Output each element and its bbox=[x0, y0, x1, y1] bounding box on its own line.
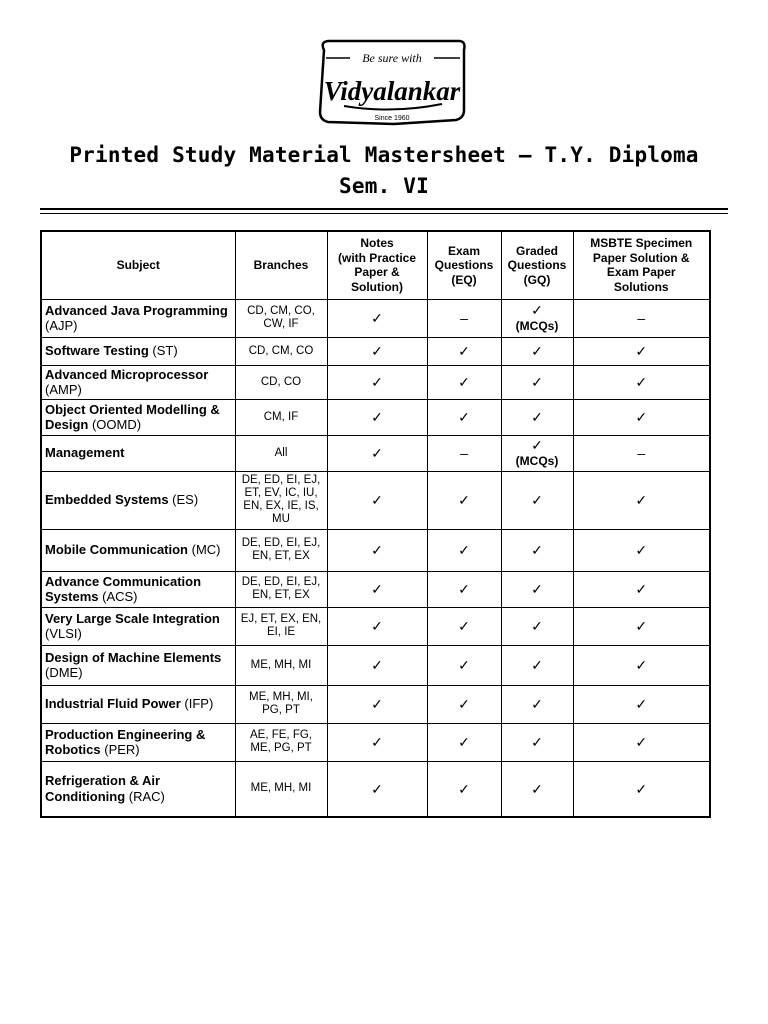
subject-code: (MC) bbox=[191, 542, 221, 558]
table-row bbox=[41, 365, 710, 399]
msbte-cell bbox=[573, 761, 710, 817]
msbte-mark: ✓ bbox=[635, 542, 648, 558]
msbte-cell bbox=[573, 435, 710, 471]
graded-mark: ✓ bbox=[531, 343, 543, 359]
subject-code: (PER) bbox=[104, 742, 140, 757]
exam-mark: – bbox=[460, 445, 468, 461]
subject-code: (DME) bbox=[45, 665, 83, 680]
branches-cell: CD, CO bbox=[235, 365, 327, 399]
subject-code: (AMP) bbox=[45, 382, 82, 397]
notes-mark: ✓ bbox=[371, 445, 383, 461]
msbte-mark: – bbox=[637, 310, 646, 326]
table-row bbox=[41, 399, 710, 435]
exam-mark: ✓ bbox=[458, 734, 470, 750]
exam-mark: ✓ bbox=[458, 657, 470, 673]
graded-mark: ✓ bbox=[531, 696, 543, 712]
subject-name: Production Engineering & Robotics bbox=[45, 726, 206, 757]
notes-cell bbox=[327, 529, 427, 571]
exam-cell bbox=[427, 723, 501, 761]
subject-name: Advanced Java Programming bbox=[45, 302, 228, 318]
msbte-mark: ✓ bbox=[635, 492, 648, 508]
header-row bbox=[41, 231, 710, 299]
graded-cell bbox=[501, 399, 573, 435]
subject-name: Advance Communication Systems bbox=[45, 573, 202, 604]
graded-mark: ✓ bbox=[531, 780, 543, 797]
exam-cell bbox=[427, 471, 501, 529]
table-row bbox=[41, 571, 710, 607]
notes-cell bbox=[327, 337, 427, 365]
branches-cell: CD, CM, CO, CW, IF bbox=[235, 299, 327, 337]
graded-mark: ✓ bbox=[531, 542, 543, 558]
exam-cell bbox=[427, 607, 501, 645]
subject-name: Object Oriented Modelling & Design bbox=[45, 401, 220, 432]
msbte-mark: ✓ bbox=[635, 657, 648, 673]
subject-cell bbox=[41, 607, 235, 645]
subject-cell bbox=[41, 645, 235, 685]
notes-mark: ✓ bbox=[371, 734, 383, 750]
msbte-cell bbox=[573, 607, 710, 645]
graded-cell bbox=[501, 365, 573, 399]
graded-mark: ✓ bbox=[531, 618, 543, 634]
table-row bbox=[41, 761, 710, 817]
msbte-cell bbox=[573, 645, 710, 685]
header-notes: Notes (with Practice Paper & Solution) bbox=[327, 231, 427, 299]
branches-cell: DE, ED, EI, EJ, EN, ET, EX bbox=[235, 529, 327, 571]
table-row bbox=[41, 471, 710, 529]
msbte-mark: ✓ bbox=[635, 409, 648, 425]
notes-cell bbox=[327, 761, 427, 817]
table-row bbox=[41, 435, 710, 471]
subject-name: Software Testing bbox=[45, 343, 149, 359]
graded-cell bbox=[501, 723, 573, 761]
subject-code: (VLSI) bbox=[45, 626, 82, 641]
branches-cell: CM, IF bbox=[235, 399, 327, 435]
subject-code: (ACS) bbox=[102, 589, 138, 604]
notes-mark: ✓ bbox=[371, 374, 383, 390]
study-material-table bbox=[40, 230, 711, 818]
title-divider-thick bbox=[40, 208, 728, 210]
exam-cell bbox=[427, 337, 501, 365]
msbte-mark: ✓ bbox=[635, 696, 648, 712]
branches-cell: ME, MH, MI, PG, PT bbox=[235, 685, 327, 723]
graded-mark: ✓ bbox=[531, 734, 543, 750]
branches-cell: DE, ED, EI, EJ, EN, ET, EX bbox=[235, 571, 327, 607]
notes-cell bbox=[327, 399, 427, 435]
subject-name: Management bbox=[45, 445, 125, 461]
title-divider-thin bbox=[40, 213, 728, 214]
notes-cell bbox=[327, 723, 427, 761]
exam-mark: ✓ bbox=[458, 780, 470, 797]
msbte-mark: ✓ bbox=[635, 734, 648, 750]
table-row bbox=[41, 337, 710, 365]
graded-cell bbox=[501, 645, 573, 685]
subject-cell bbox=[41, 435, 235, 471]
graded-mark: ✓ bbox=[531, 492, 543, 508]
exam-cell bbox=[427, 685, 501, 723]
subject-name: Embedded Systems bbox=[45, 492, 169, 508]
branches-cell: ME, MH, MI bbox=[235, 761, 327, 817]
exam-mark: ✓ bbox=[458, 696, 470, 712]
title-line-1: Printed Study Material Mastersheet – T.Y. Diploma bbox=[69, 143, 699, 167]
exam-mark: – bbox=[460, 310, 468, 326]
notes-mark: ✓ bbox=[371, 780, 383, 797]
subject-name: Refrigeration & Air Conditioning bbox=[45, 773, 161, 804]
vidyalankar-logo bbox=[314, 38, 468, 130]
subject-name: Design of Machine Elements bbox=[45, 649, 222, 665]
notes-mark: ✓ bbox=[371, 696, 383, 712]
notes-cell bbox=[327, 645, 427, 685]
exam-mark: ✓ bbox=[458, 343, 470, 359]
msbte-mark: – bbox=[637, 445, 646, 461]
graded-mark: ✓ bbox=[531, 302, 543, 318]
msbte-mark: ✓ bbox=[635, 374, 648, 390]
subject-cell bbox=[41, 365, 235, 399]
header-branches: Branches bbox=[235, 231, 327, 299]
subject-name: Advanced Microprocessor bbox=[45, 366, 209, 382]
page-title bbox=[40, 140, 728, 202]
logo-brand: Vidyalankar bbox=[323, 76, 461, 106]
notes-cell bbox=[327, 471, 427, 529]
subject-cell bbox=[41, 685, 235, 723]
notes-cell bbox=[327, 435, 427, 471]
table-row bbox=[41, 685, 710, 723]
graded-mcq-note: (MCQs) bbox=[515, 319, 559, 333]
graded-cell bbox=[501, 337, 573, 365]
exam-mark: ✓ bbox=[458, 409, 470, 425]
branches-cell: CD, CM, CO bbox=[235, 337, 327, 365]
exam-mark: ✓ bbox=[458, 581, 470, 597]
table-row bbox=[41, 607, 710, 645]
subject-code: (RAC) bbox=[128, 788, 165, 804]
subject-cell bbox=[41, 399, 235, 435]
exam-mark: ✓ bbox=[458, 542, 470, 558]
subject-code: (AJP) bbox=[45, 318, 78, 333]
exam-cell bbox=[427, 761, 501, 817]
subject-cell bbox=[41, 761, 235, 817]
notes-cell bbox=[327, 365, 427, 399]
header-msbte: MSBTE Specimen Paper Solution & Exam Paper Solutions bbox=[573, 231, 710, 299]
header-subject: Subject bbox=[41, 231, 235, 299]
subject-cell bbox=[41, 571, 235, 607]
title-line-2: Sem. VI bbox=[339, 174, 429, 198]
branches-cell: All bbox=[235, 435, 327, 471]
subject-code: (ST) bbox=[152, 343, 178, 359]
branches-cell: DE, ED, EI, EJ, ET, EV, IC, IU, EN, EX, IE, IS, MU bbox=[235, 471, 327, 529]
msbte-cell bbox=[573, 685, 710, 723]
graded-mark: ✓ bbox=[531, 374, 543, 390]
table-row bbox=[41, 723, 710, 761]
subject-cell bbox=[41, 471, 235, 529]
graded-mcq-note: (MCQs) bbox=[515, 454, 559, 468]
notes-mark: ✓ bbox=[371, 542, 383, 558]
notes-mark: ✓ bbox=[371, 618, 383, 634]
msbte-cell bbox=[573, 299, 710, 337]
graded-cell bbox=[501, 571, 573, 607]
notes-mark: ✓ bbox=[371, 657, 383, 673]
msbte-mark: ✓ bbox=[635, 780, 648, 797]
graded-mark: ✓ bbox=[531, 657, 543, 673]
branches-cell: ME, MH, MI bbox=[235, 645, 327, 685]
subject-code: (ES) bbox=[172, 492, 199, 508]
msbte-mark: ✓ bbox=[635, 581, 648, 597]
notes-mark: ✓ bbox=[371, 310, 383, 326]
graded-cell bbox=[501, 529, 573, 571]
msbte-cell bbox=[573, 723, 710, 761]
header-graded-questions: Graded Questions (GQ) bbox=[501, 231, 573, 299]
notes-cell bbox=[327, 685, 427, 723]
subject-cell bbox=[41, 723, 235, 761]
msbte-mark: ✓ bbox=[635, 618, 648, 634]
graded-mark: ✓ bbox=[531, 437, 543, 453]
logo-since: Since 1960 bbox=[374, 115, 410, 122]
logo-tagline: Be sure with bbox=[362, 51, 422, 65]
branches-cell: EJ, ET, EX, EN, EI, IE bbox=[235, 607, 327, 645]
msbte-cell bbox=[573, 365, 710, 399]
notes-mark: ✓ bbox=[371, 581, 383, 597]
msbte-cell bbox=[573, 471, 710, 529]
table-row bbox=[41, 299, 710, 337]
exam-cell bbox=[427, 529, 501, 571]
graded-cell bbox=[501, 685, 573, 723]
notes-cell bbox=[327, 607, 427, 645]
msbte-cell bbox=[573, 337, 710, 365]
subject-cell bbox=[41, 529, 235, 571]
notes-cell bbox=[327, 571, 427, 607]
exam-cell bbox=[427, 399, 501, 435]
exam-mark: ✓ bbox=[458, 374, 470, 390]
graded-cell bbox=[501, 435, 573, 471]
msbte-cell bbox=[573, 529, 710, 571]
msbte-cell bbox=[573, 571, 710, 607]
subject-name: Industrial Fluid Power bbox=[45, 696, 181, 712]
header-exam-questions: Exam Questions (EQ) bbox=[427, 231, 501, 299]
msbte-mark: ✓ bbox=[635, 343, 648, 359]
subject-name: Mobile Communication bbox=[45, 542, 188, 558]
graded-cell bbox=[501, 761, 573, 817]
table-row bbox=[41, 645, 710, 685]
graded-cell bbox=[501, 299, 573, 337]
graded-cell bbox=[501, 471, 573, 529]
graded-mark: ✓ bbox=[531, 409, 543, 425]
graded-cell bbox=[501, 607, 573, 645]
subject-name: Very Large Scale Integration bbox=[45, 610, 220, 626]
notes-cell bbox=[327, 299, 427, 337]
branches-cell: AE, FE, FG, ME, PG, PT bbox=[235, 723, 327, 761]
exam-mark: ✓ bbox=[458, 492, 470, 508]
notes-mark: ✓ bbox=[371, 492, 383, 508]
subject-code: (IFP) bbox=[184, 696, 214, 712]
notes-mark: ✓ bbox=[371, 343, 383, 359]
subject-cell bbox=[41, 299, 235, 337]
msbte-cell bbox=[573, 399, 710, 435]
notes-mark: ✓ bbox=[371, 409, 383, 425]
exam-cell bbox=[427, 571, 501, 607]
table-row bbox=[41, 529, 710, 571]
exam-cell bbox=[427, 435, 501, 471]
subject-code: (OOMD) bbox=[91, 417, 142, 432]
exam-cell bbox=[427, 299, 501, 337]
exam-cell bbox=[427, 365, 501, 399]
exam-cell bbox=[427, 645, 501, 685]
subject-cell bbox=[41, 337, 235, 365]
graded-mark: ✓ bbox=[531, 581, 543, 597]
exam-mark: ✓ bbox=[458, 618, 470, 634]
